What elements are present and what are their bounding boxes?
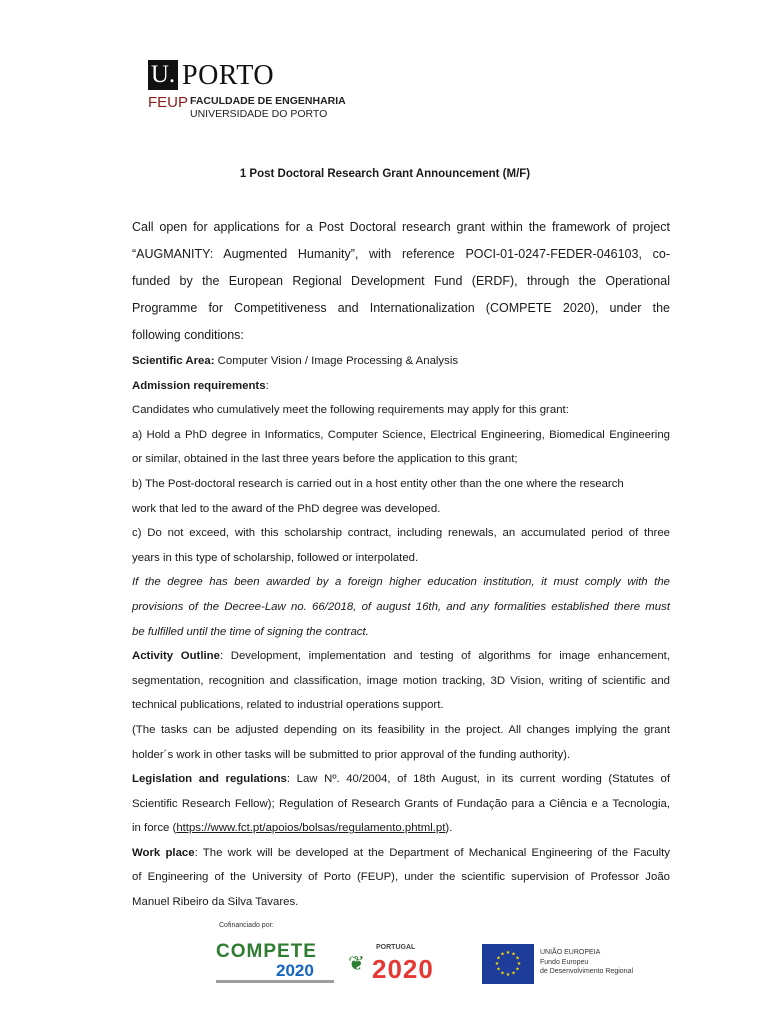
foreign-degree-line: provisions of the Decree-Law no. 66/2018, of august 16th, and any formalities established there must xyxy=(132,600,670,613)
svg-text:★: ★ xyxy=(516,961,522,967)
activity-outline xyxy=(132,644,670,669)
portugal-leaf-icon: ❦ xyxy=(348,953,365,975)
admission-line: c) Do not exceed, with this scholarship contract, including renewals, an accumulated period of three xyxy=(132,527,670,540)
work-place-text: : The work will be developed at the Department of Mechanical Engineering of the Faculty xyxy=(194,846,670,859)
activity-line: segmentation, recognition and classification, image motion tracking, 3D Vision, writing of scientific and xyxy=(132,674,670,687)
legislation-post: ). xyxy=(445,822,453,835)
logo-name: PORTO xyxy=(182,60,275,91)
admission-line: b) The Post-doctoral research is carried out in a host entity other than the one where the research xyxy=(132,477,624,490)
activity-line: (The tasks can be adjusted depending on its feasibility in the project. All changes implying the grant xyxy=(132,723,670,736)
eu-line: Fundo Europeu xyxy=(540,958,589,966)
foreign-degree-line: be fulfilled until the time of signing the contract. xyxy=(132,625,369,638)
svg-text:★: ★ xyxy=(515,966,520,973)
compete-word: COMPETE xyxy=(216,941,317,962)
svg-text:★: ★ xyxy=(515,955,520,962)
intro-line: Call open for applications for a Post Doctoral research grant within the framework of project xyxy=(132,220,670,234)
legislation-line xyxy=(132,816,670,841)
svg-text:★: ★ xyxy=(511,951,516,958)
svg-text:★: ★ xyxy=(505,972,511,978)
svg-text:★: ★ xyxy=(494,961,500,967)
admission-line: work that led to the award of the PhD degree was developed. xyxy=(132,502,441,515)
legislation xyxy=(132,767,670,792)
portugal-year: 2020 xyxy=(372,954,434,984)
cofinanced-label: Cofinanciado por: xyxy=(219,922,274,929)
svg-text:★: ★ xyxy=(511,970,516,977)
scientific-area xyxy=(132,349,670,374)
compete-2020-logo xyxy=(216,942,334,986)
svg-text:★: ★ xyxy=(496,966,501,973)
logo-mark: U. xyxy=(148,60,178,90)
svg-text:★: ★ xyxy=(505,950,511,956)
intro-paragraph xyxy=(132,214,670,349)
svg-text:★: ★ xyxy=(496,955,501,962)
page-title: 1 Post Doctoral Research Grant Announcement (M/F) xyxy=(239,168,531,180)
scientific-area-value: Computer Vision / Image Processing & Analysis xyxy=(214,355,459,367)
svg-text:★: ★ xyxy=(500,951,505,958)
logo-unit: FEUP xyxy=(148,94,189,111)
admission-heading xyxy=(132,374,670,399)
admission-label: Admission requirements xyxy=(132,379,266,392)
admission-line: or similar, obtained in the last three years before the application to this grant; xyxy=(132,453,518,466)
work-place-line: of Engineering of the University of Porto (FEUP), under the scientific supervision of Professor João xyxy=(132,871,670,884)
legislation-line: Scientific Research Fellow); Regulation of Research Grants of Fundação para a Ciência e a Tecnologia, xyxy=(132,797,670,810)
announcement-body xyxy=(132,214,670,915)
uporto-feup-logo xyxy=(148,60,348,122)
logo-faculty: FACULDADE DE ENGENHARIA xyxy=(190,95,346,107)
legislation-label: Legislation and regulations xyxy=(132,773,287,786)
compete-year: 2020 xyxy=(276,961,314,980)
portugal-2020-logo xyxy=(346,944,458,986)
svg-text:★: ★ xyxy=(500,970,505,977)
eu-fund-text xyxy=(540,948,633,977)
admission-line: Candidates who cumulatively meet the following requirements may apply for this grant: xyxy=(132,404,569,417)
logo-university: UNIVERSIDADE DO PORTO xyxy=(190,108,328,120)
admission-colon: : xyxy=(265,379,269,392)
eu-line: UNIÃO EUROPEIA xyxy=(540,949,601,956)
activity-line: holder´s work in other tasks will be submitted to prior approval of the funding authority). xyxy=(132,748,571,761)
admission-line: a) Hold a PhD degree in Informatics, Computer Science, Electrical Engineering, Biomedical Engineering xyxy=(132,428,670,441)
compete-bar xyxy=(216,980,334,983)
portugal-word: PORTUGAL xyxy=(376,944,416,951)
legislation-pre: in force ( xyxy=(132,822,177,835)
foreign-degree-line: If the degree has been awarded by a foreign higher education institution, it must comply with the xyxy=(132,576,670,589)
admission-line: years in this type of scholarship, followed or interpolated. xyxy=(132,551,419,564)
activity-text: : Development, implementation and testing of algorithms for image enhancement, xyxy=(219,650,670,663)
work-place xyxy=(132,841,670,866)
eu-line: de Desenvolvimento Regional xyxy=(540,968,633,975)
fct-regulation-link[interactable]: https://www.fct.pt/apoios/bolsas/regulamento.phtml.pt xyxy=(176,822,446,835)
work-place-label: Work place xyxy=(132,846,195,859)
activity-line: technical publications, related to industrial operations support. xyxy=(132,699,444,712)
eu-flag-icon xyxy=(482,944,534,984)
intro-line: funded by the European Regional Development Fund (ERDF), through the Operational xyxy=(132,274,670,288)
intro-line: following conditions: xyxy=(132,328,244,342)
intro-line: Programme for Competitiveness and Internationalization (COMPETE 2020), under the xyxy=(132,301,670,315)
activity-label: Activity Outline xyxy=(132,650,220,663)
scientific-area-label: Scientific Area: xyxy=(132,355,215,367)
intro-line: “AUGMANITY: Augmented Humanity”, with reference POCI-01-0247-FEDER-046103, co- xyxy=(132,247,670,261)
work-place-line: Manuel Ribeiro da Silva Tavares. xyxy=(132,896,299,909)
legislation-text: : Law Nº. 40/2004, of 18th August, in its current wording (Statutes of xyxy=(286,773,670,786)
